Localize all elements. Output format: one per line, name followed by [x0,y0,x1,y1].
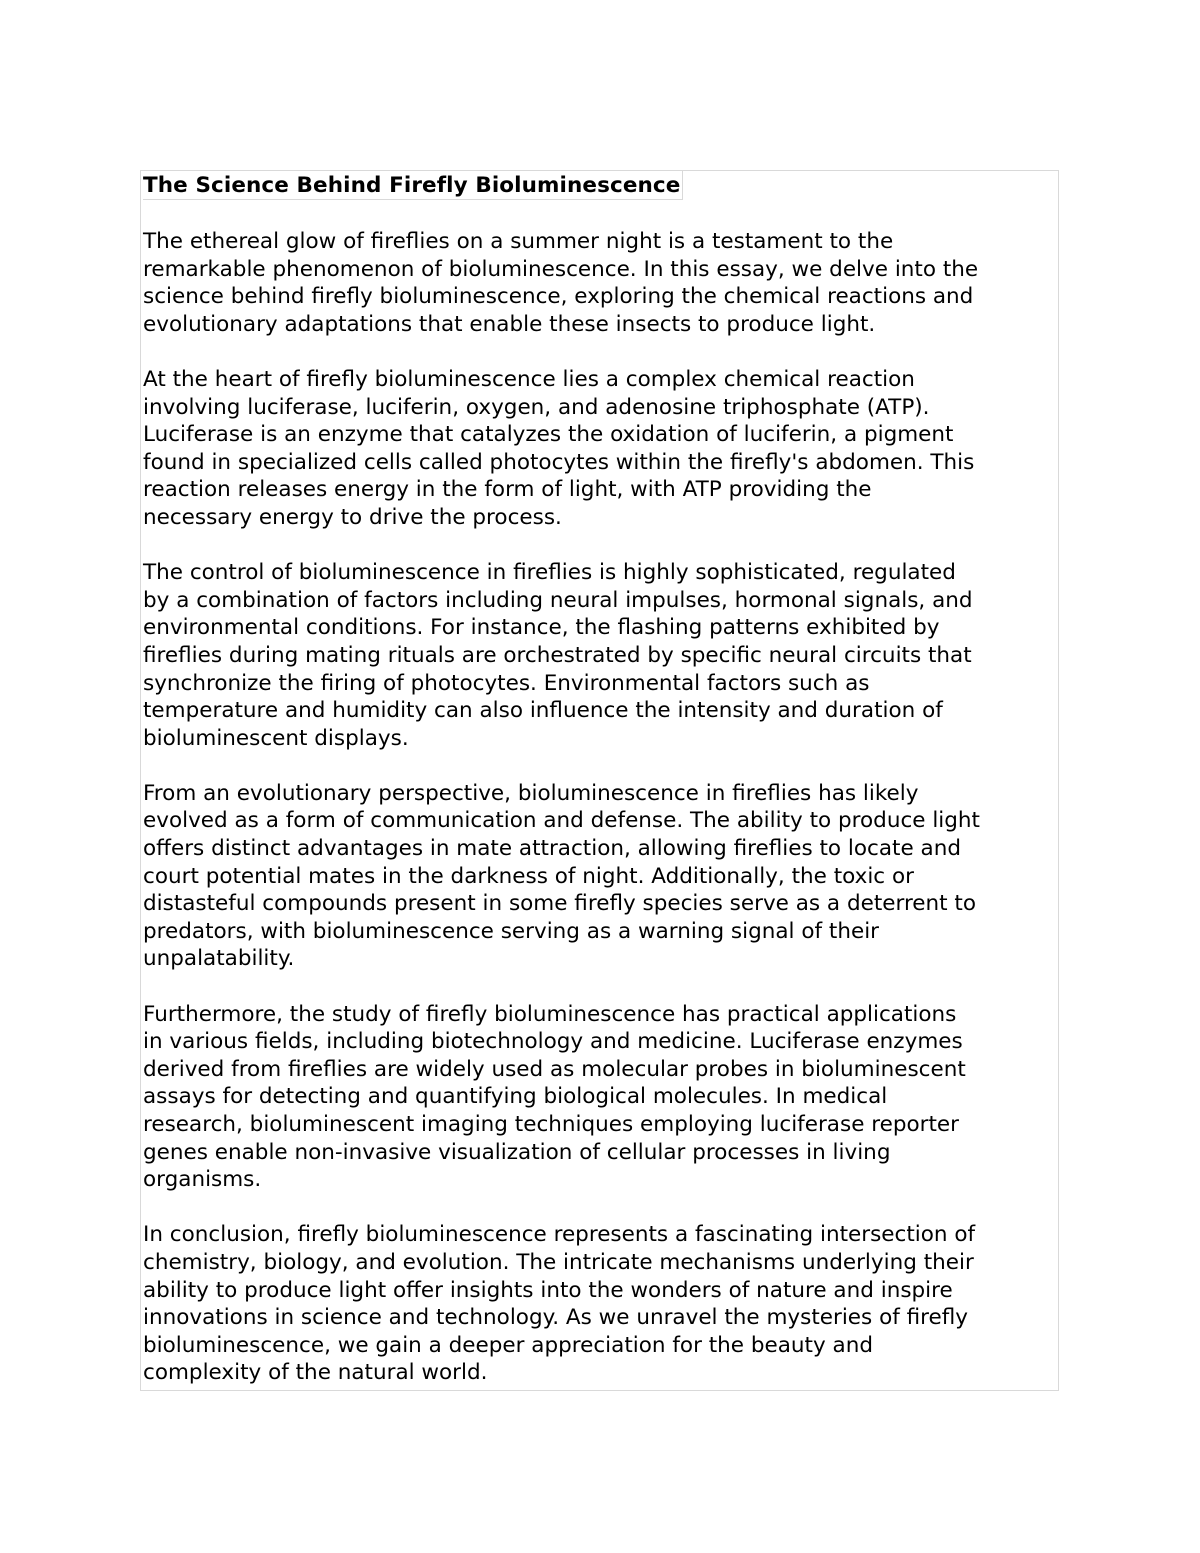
text-line: synchronize the firing of photocytes. Environmental factors such as [143,670,870,696]
essay-text-box [140,170,1059,1391]
paragraph-chemistry [143,366,1058,532]
text-line: Luciferase is an enzyme that catalyzes the oxidation of luciferin, a pigment [143,422,954,448]
paragraph-conclusion [143,1221,1058,1387]
essay-title: The Science Behind Firefly Bioluminescence [143,171,683,200]
text-line: evolutionary adaptations that enable these insects to produce light. [143,311,876,337]
paragraph-intro [143,228,1058,338]
text-line: unpalatability. [143,946,295,972]
text-line: The control of bioluminescence in fireflies is highly sophisticated, regulated [143,560,956,586]
text-line: In conclusion, firefly bioluminescence represents a fascinating intersection of [143,1222,976,1248]
text-line: bioluminescent displays. [143,725,409,751]
text-line: offers distinct advantages in mate attraction, allowing fireflies to locate and [143,836,961,862]
text-line: involving luciferase, luciferin, oxygen, and adenosine triphosphate (ATP). [143,394,930,420]
text-line: genes enable non-invasive visualization of cellular processes in living [143,1139,891,1165]
text-line: science behind firefly bioluminescence, exploring the chemical reactions and [143,284,974,310]
text-line: From an evolutionary perspective, bioluminescence in fireflies has likely [143,780,919,806]
text-line: predators, with bioluminescence serving as a warning signal of their [143,918,880,944]
text-line: derived from fireflies are widely used as molecular probes in bioluminescent [143,1056,966,1082]
text-line: research, bioluminescent imaging techniques employing luciferase reporter [143,1112,959,1137]
text-line: evolved as a form of communication and defense. The ability to produce light [143,808,980,834]
text-line: fireflies during mating rituals are orchestrated by specific neural circuits that [143,642,972,668]
text-line: Furthermore, the study of firefly bioluminescence has practical applications [143,1001,957,1027]
text-line: found in specialized cells called photocytes within the firefly's abdomen. This [143,449,975,475]
paragraph-control [143,559,1058,752]
text-line: remarkable phenomenon of bioluminescence. In this essay, we delve into the [143,256,979,282]
text-line: distasteful compounds present in some firefly species serve as a deterrent to [143,891,977,917]
text-line: environmental conditions. For instance, the flashing patterns exhibited by [143,615,940,641]
text-line: ability to produce light offer insights into the wonders of nature and inspire [143,1277,953,1303]
text-line: court potential mates in the darkness of night. Additionally, the toxic or [143,863,914,889]
text-line: chemistry, biology, and evolution. The intricate mechanisms underlying their [143,1249,974,1275]
paragraph-applications [143,1001,1058,1194]
essay-body [143,228,1058,1387]
paragraph-evolution [143,780,1058,973]
text-line: complexity of the natural world. [143,1360,488,1386]
text-line: organisms. [143,1167,262,1193]
text-line: temperature and humidity can also influence the intensity and duration of [143,698,943,724]
text-line: in various fields, including biotechnology and medicine. Luciferase enzymes [143,1029,963,1055]
text-line: reaction releases energy in the form of light, with ATP providing the [143,477,872,503]
text-line: innovations in science and technology. As we unravel the mysteries of firefly [143,1305,969,1331]
text-line: necessary energy to drive the process. [143,504,562,530]
text-line: assays for detecting and quantifying biological molecules. In medical [143,1084,888,1110]
text-line: bioluminescence, we gain a deeper appreciation for the beauty and [143,1332,873,1358]
text-line: The ethereal glow of fireflies on a summer night is a testament to the [143,229,894,254]
text-line: At the heart of firefly bioluminescence lies a complex chemical reaction [143,366,915,392]
text-line: by a combination of factors including neural impulses, hormonal signals, and [143,587,973,613]
